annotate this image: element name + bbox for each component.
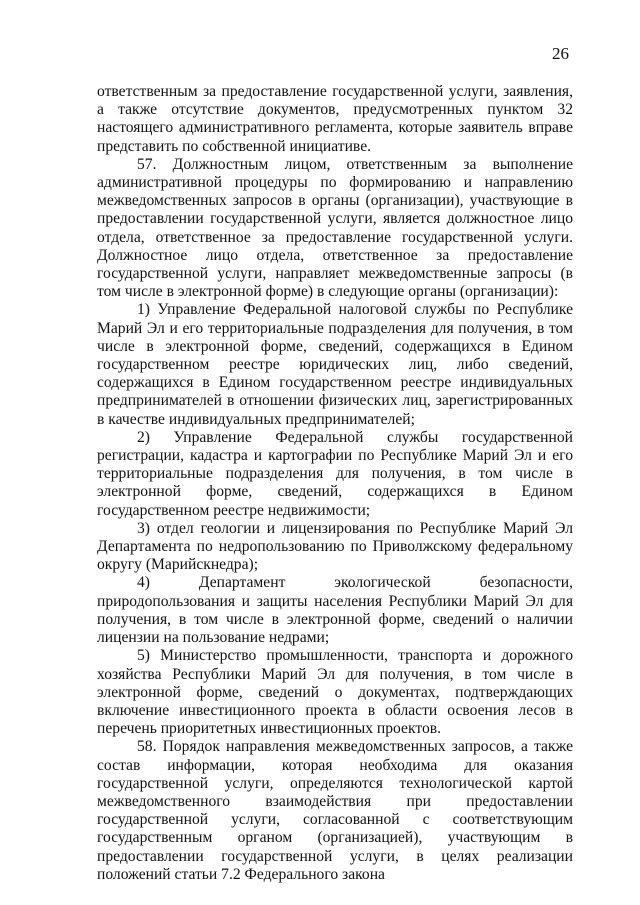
paragraph-57: 57. Должностным лицом, ответственным за выполнение административной процедуры по формированию и направлению межведомственных запросов в органы (организации), участвующие в предоставлении государственной услуги, является должностное лицо отдела, ответственное за предоставление государственной услуги. Должностное лицо отдела, ответственное за предоставление государственной услуги, направляет межведомственные запросы (в том числе в электронной форме) в следующие органы (организации): <box>97 155 573 301</box>
list-item-57-2: 2) Управление Федеральной службы государственной регистрации, кадастра и картографии по Республике Марий Эл и его территориальные подразделения для получения, в том числе в электронной форме, сведений, содержащихся в Едином государственном реестре недвижимости; <box>97 428 573 519</box>
list-item-57-4: 4) Департамент экологической безопасности, природопользования и защиты населения Республики Марий Эл для получения, в том числе в электронной форме, сведений о наличии лицензии на пользование недрами; <box>97 574 573 647</box>
list-item-57-3: 3) отдел геологии и лицензирования по Республике Марий Эл Департамента по недропользованию по Приволжскому федеральному округу (Марийскнедра); <box>97 519 573 574</box>
list-item-57-5: 5) Министерство промышленности, транспорта и дорожного хозяйства Республики Марий Эл для получения, в том числе в электронной форме, сведений о документах, подтверждающих включение инвестиционного проекта в области освоения лесов в перечень приоритетных инвестиционных проектов. <box>97 647 573 738</box>
document-body <box>97 83 573 884</box>
paragraph-continuation: ответственным за предоставление государственной услуги, заявления, а также отсутствие документов, предусмотренных пунктом 32 настоящего административного регламента, которые заявитель вправе представить по собственной инициативе. <box>97 83 573 155</box>
list-item-57-1: 1) Управление Федеральной налоговой службы по Республике Марий Эл и его территориальные подразделения для получения, в том числе в электронной форме, сведений, содержащихся в Едином государственном реестре юридических лиц, либо сведений, содержащихся в Едином государственном реестре индивидуальных предпринимателей в отношении физических лиц, зарегистрированных в качестве индивидуальных предпринимателей; <box>97 301 573 428</box>
page-number: 26 <box>552 44 569 63</box>
paragraph-58: 58. Порядок направления межведомственных запросов, а также состав информации, которая необходима для оказания государственной услуги, определяются технологической картой межведомственного взаимодействия при предоставлении государственной услуги, согласованной с соответствующим государственным органом (организацией), участвующим в предоставлении государственной услуги, в целях реализации положений статьи 7.2 Федерального закона <box>97 738 573 883</box>
